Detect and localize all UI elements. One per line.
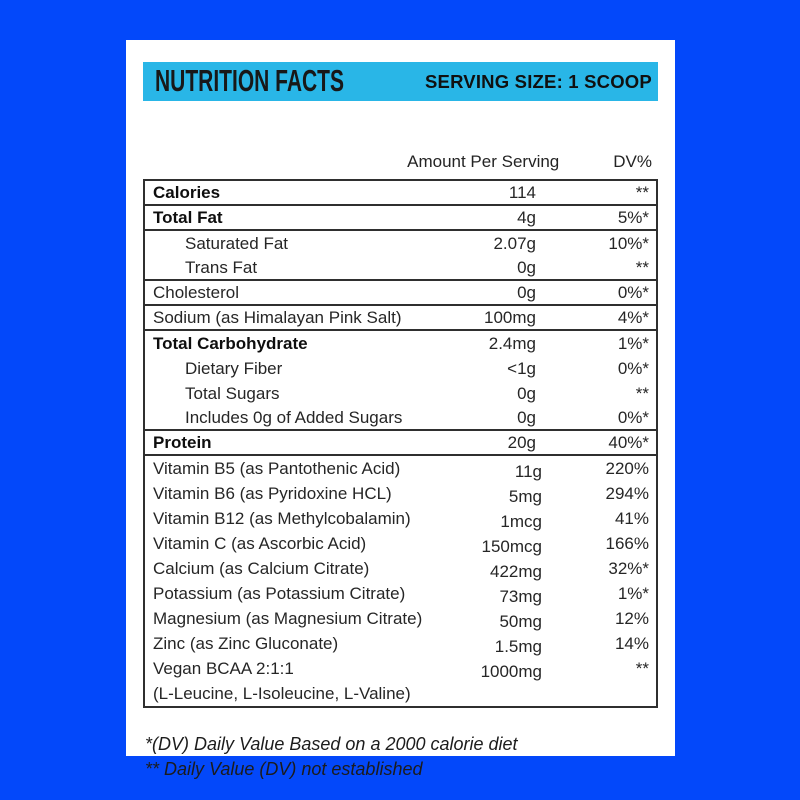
nutrient-amount: 4g: [517, 207, 536, 227]
nutrient-label: Vitamin B6 (as Pyridoxine HCL): [153, 483, 392, 503]
nutrient-dv: 14%: [614, 633, 649, 653]
nutrient-dv: 0%*: [617, 358, 649, 378]
nutrient-dv: 294%: [605, 483, 649, 503]
nutrition-card: [126, 40, 675, 779]
table-row: [145, 281, 656, 306]
table-row: [145, 506, 656, 531]
nutrient-amount: 1000mg: [480, 661, 542, 681]
nutrient-label: Cholesterol: [153, 282, 239, 302]
nutrient-dv: 5%*: [617, 207, 649, 227]
table-row: [145, 181, 656, 206]
nutrient-label: Total Fat: [153, 207, 223, 227]
nutrient-amount: 114: [508, 182, 536, 202]
nutrient-label: Vegan BCAA 2:1:1: [153, 658, 294, 678]
header-bar: [143, 62, 658, 101]
nutrient-dv: 10%*: [608, 233, 649, 253]
nutrient-dv: 32%*: [608, 558, 649, 578]
nutrient-dv: 1%*: [617, 583, 649, 603]
table-row: [145, 581, 656, 606]
table-row: [145, 656, 656, 681]
table-row: [145, 556, 656, 581]
table-row: [145, 681, 656, 706]
nutrient-label: Potassium (as Potassium Citrate): [153, 583, 406, 603]
nutrient-label: Calcium (as Calcium Citrate): [153, 558, 370, 578]
nutrient-amount: 73mg: [499, 586, 542, 606]
nutrient-dv: **: [635, 383, 649, 403]
nutrient-label: Saturated Fat: [185, 233, 289, 253]
nutrient-label: Includes 0g of Added Sugars: [185, 407, 403, 427]
nutrient-amount: 50mg: [499, 611, 542, 631]
nutrient-dv: 220%: [605, 458, 649, 478]
nutrient-dv: 4%*: [617, 307, 649, 327]
nutrient-label: Trans Fat: [185, 257, 258, 277]
table-row: [145, 531, 656, 556]
nutrient-label: Vitamin C (as Ascorbic Acid): [153, 533, 367, 553]
nutrient-amount: 2.07g: [493, 233, 536, 253]
table-row: [145, 606, 656, 631]
table-row: [145, 356, 656, 381]
nutrient-label: Dietary Fiber: [185, 358, 283, 378]
nutrient-label: Vitamin B12 (as Methylcobalamin): [153, 508, 411, 528]
nutrient-amount: 150mcg: [481, 536, 542, 556]
footnote-not-established: ** Daily Value (DV) not established: [145, 759, 423, 779]
table-row: [145, 431, 656, 456]
nutrient-dv: 41%: [614, 508, 649, 528]
nutrient-amount: 1mcg: [500, 511, 542, 531]
page-title: NUTRITION FACTS: [155, 64, 344, 98]
column-headers: [143, 148, 658, 176]
nutrient-amount: 2.4mg: [488, 333, 536, 353]
table-row: [145, 206, 656, 231]
footnote-daily-value: *(DV) Daily Value Based on a 2000 calorie diet: [145, 734, 518, 754]
nutrient-label: Vitamin B5 (as Pantothenic Acid): [153, 458, 401, 478]
nutrient-dv: 0%*: [617, 282, 649, 302]
nutrient-label: Total Sugars: [185, 383, 280, 403]
nutrient-amount: 100mg: [484, 307, 536, 327]
nutrient-label: Calories: [153, 182, 221, 202]
nutrient-amount: 0g: [517, 282, 536, 302]
nutrient-amount: 5mg: [508, 486, 542, 506]
table-row: [145, 631, 656, 656]
nutrient-amount: 20g: [507, 432, 536, 452]
nutrient-label: Total Carbohydrate: [153, 333, 308, 353]
nutrient-dv: 40%*: [608, 432, 649, 452]
nutrient-amount: 11g: [514, 461, 542, 481]
table-row: [145, 306, 656, 331]
table-row: [145, 456, 656, 481]
nutrient-label: Protein: [153, 432, 212, 452]
amount-column-header: Amount Per Serving: [407, 152, 560, 171]
nutrition-table: [143, 179, 658, 708]
nutrient-amount: 0g: [517, 383, 536, 403]
table-row: [145, 381, 656, 406]
nutrient-dv: 12%: [614, 608, 649, 628]
nutrient-dv: **: [635, 658, 649, 678]
table-row: [145, 331, 656, 356]
nutrient-amount: 0g: [517, 257, 536, 277]
nutrient-label: Zinc (as Zinc Gluconate): [153, 633, 339, 653]
table-row: [145, 256, 656, 281]
nutrient-dv: **: [635, 257, 649, 277]
nutrient-amount: 0g: [517, 407, 536, 427]
nutrient-amount: <1g: [507, 358, 536, 378]
nutrient-label: (L-Leucine, L-Isoleucine, L-Valine): [153, 683, 411, 703]
dv-column-header: DV%: [613, 152, 652, 171]
table-row: [145, 406, 656, 431]
nutrient-dv: 166%: [605, 533, 649, 553]
nutrient-dv: 1%*: [617, 333, 649, 353]
table-row: [145, 481, 656, 506]
nutrient-label: Sodium (as Himalayan Pink Salt): [153, 307, 402, 327]
footnotes: [145, 732, 518, 782]
nutrient-dv: **: [635, 182, 649, 202]
serving-size-label: SERVING SIZE: 1 SCOOP: [425, 70, 652, 92]
nutrient-label: Magnesium (as Magnesium Citrate): [153, 608, 423, 628]
nutrient-dv: 0%*: [617, 407, 649, 427]
nutrient-amount: 1.5mg: [494, 636, 542, 656]
nutrient-amount: 422mg: [490, 561, 542, 581]
table-row: [145, 231, 656, 256]
